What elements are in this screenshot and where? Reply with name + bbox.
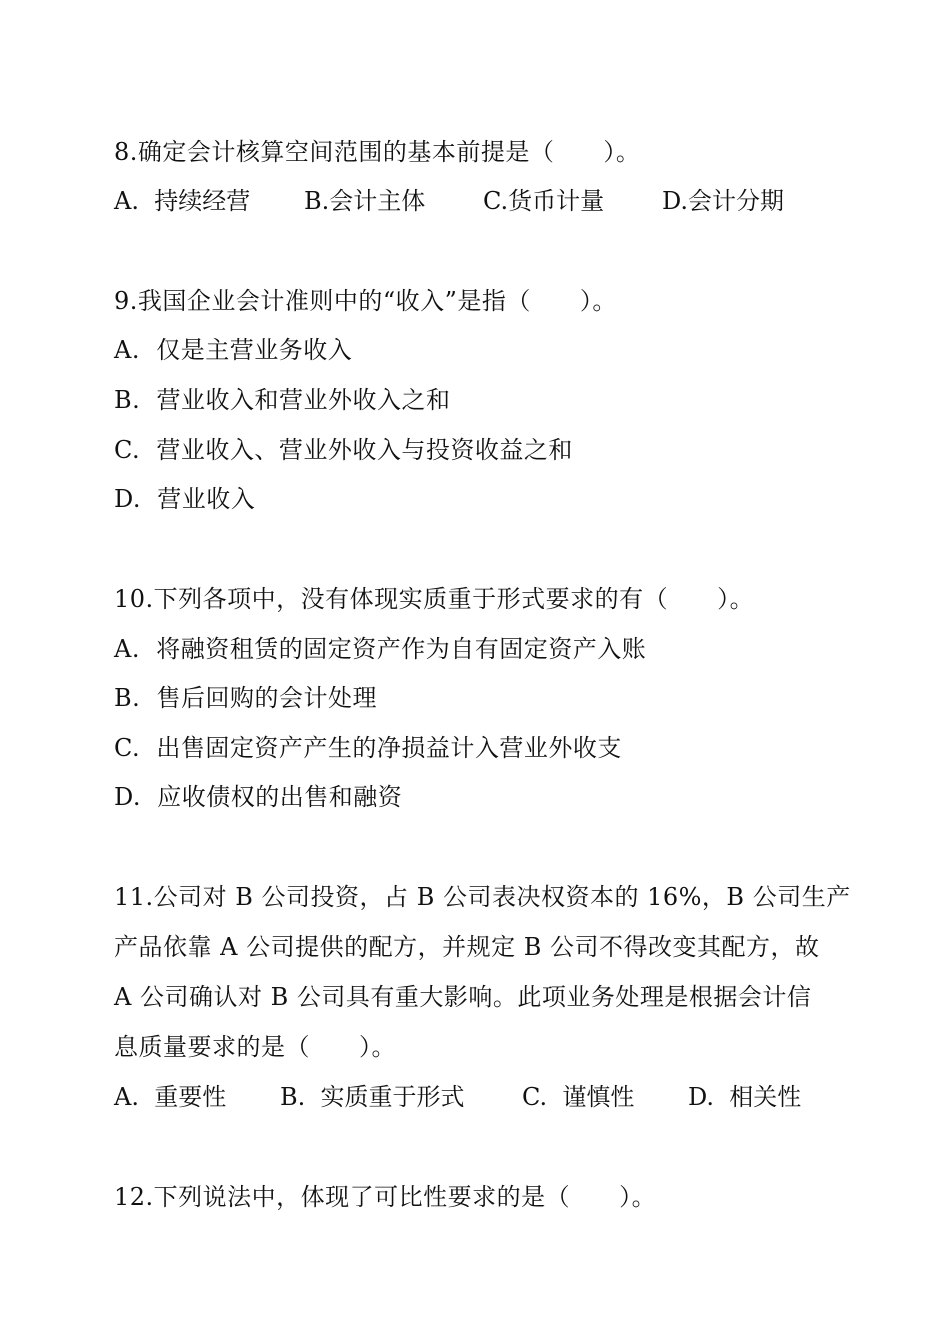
question-8-stem: 8.确定会计核算空间范围的基本前提是（ ）。 — [114, 138, 641, 166]
question-10-option-b: B. 售后回购的会计处理 — [114, 684, 378, 712]
question-11-stem-line-2: 产品依靠 A 公司提供的配方，并规定 B 公司不得改变其配方，故 — [114, 933, 820, 961]
question-11-stem-line-3: A 公司确认对 B 公司具有重大影响。此项业务处理是根据会计信 — [114, 983, 812, 1011]
question-8-options — [114, 184, 834, 218]
question-10-stem: 10.下列各项中，没有体现实质重于形式要求的有（ ）。 — [114, 585, 755, 613]
question-9-option-a: A. 仅是主营业务收入 — [114, 336, 353, 364]
option-d: D. 相关性 — [688, 1083, 802, 1111]
question-10-option-a: A. 将融资租赁的固定资产作为自有固定资产入账 — [114, 635, 647, 663]
question-9-option-c: C. 营业收入、营业外收入与投资收益之和 — [114, 436, 573, 464]
question-9-option-d: D. 营业收入 — [114, 485, 256, 513]
question-9-stem: 9.我国企业会计准则中的“收入”是指（ ）。 — [114, 287, 617, 315]
option-a: A. 重要性 — [114, 1083, 227, 1111]
option-c: C.货币计量 — [483, 187, 605, 215]
question-10-option-c: C. 出售固定资产产生的净损益计入营业外收支 — [114, 734, 622, 762]
option-a: A. 持续经营 — [114, 187, 251, 215]
question-10-option-d: D. 应收债权的出售和融资 — [114, 783, 403, 811]
question-12-stem: 12.下列说法中，体现了可比性要求的是（ ）。 — [114, 1183, 657, 1211]
question-11-stem-line-4: 息质量要求的是（ ）。 — [114, 1033, 396, 1061]
question-11-stem-line-1: 11.公司对 B 公司投资，占 B 公司表决权资本的 16%，B 公司生产 — [114, 883, 851, 911]
option-b: B. 实质重于形式 — [280, 1083, 465, 1111]
question-9-option-b: B. 营业收入和营业外收入之和 — [114, 386, 451, 414]
option-c: C. 谨慎性 — [522, 1083, 635, 1111]
question-11-options — [114, 1080, 834, 1114]
option-b: B.会计主体 — [304, 187, 426, 215]
option-d: D.会计分期 — [662, 187, 785, 215]
